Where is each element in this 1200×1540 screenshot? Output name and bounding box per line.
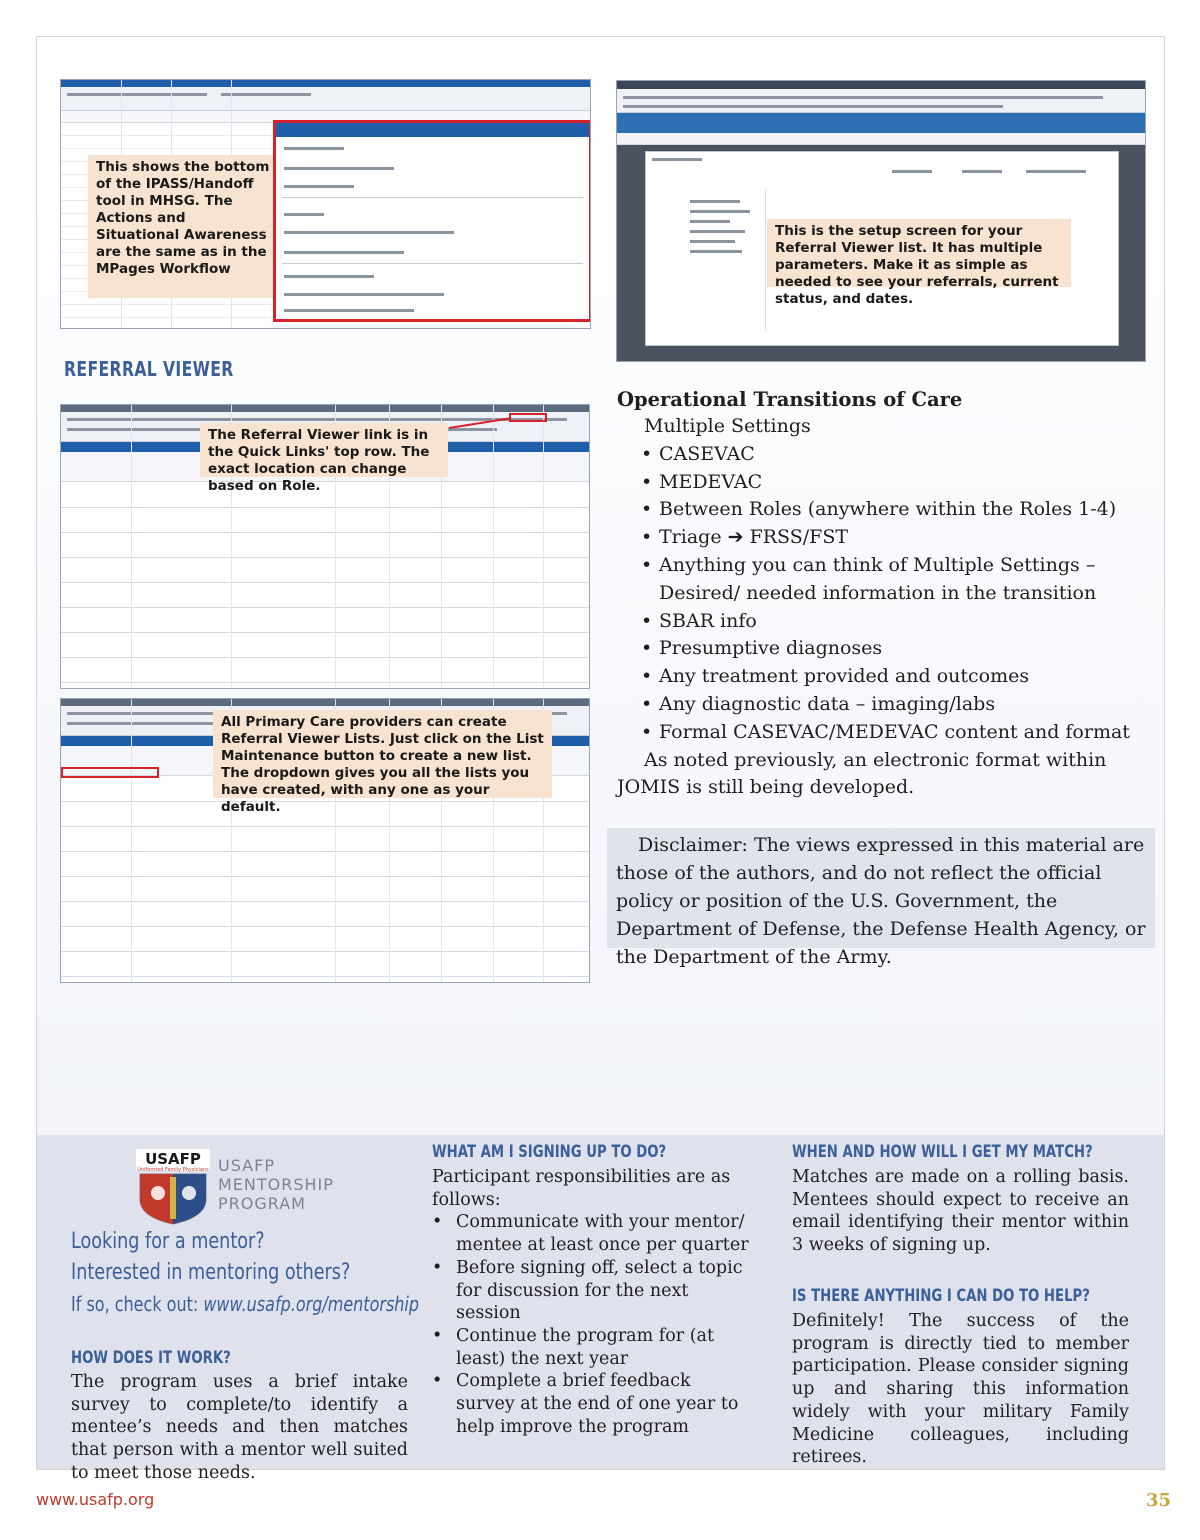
help-heading: IS THERE ANYTHING I CAN DO TO HELP? [792, 1286, 1090, 1306]
match-heading: WHEN AND HOW WILL I GET MY MATCH? [792, 1142, 1093, 1162]
handoff-screenshot [60, 79, 591, 329]
list-item: • Complete a brief feedback survey at the end of one year to help improve the program [432, 1370, 752, 1438]
signing-intro: Participant responsibilities are as follows: [432, 1167, 731, 1210]
usafp-shield-logo [134, 1147, 212, 1225]
logo-wordmark: USAFP [145, 1150, 201, 1168]
mentorship-link[interactable]: www.usafp.org/mentorship [203, 1292, 420, 1316]
program-name: USAFP MENTORSHIP PROGRAM [218, 1156, 334, 1213]
handoff-callout: This shows the bottom of the IPASS/Handoff tool in MHSG. The Actions and Situational Awareness are the same as in the MPages Workflow [88, 155, 278, 298]
help-text: Definitely! The success of the program is directly tied to member participation. Please consider signing up and sharing this information widely with your military Family Medicine colleagues, including retirees. [792, 1311, 1129, 1468]
signing-section [432, 1166, 752, 1438]
list-item: • Formal CASEVAC/MEDEVAC content and format [641, 719, 1157, 747]
setup-callout: This is the setup screen for your Referral Viewer list. It has multiple parameters. Make it as simple as needed to see your referrals, current status, and dates. [767, 219, 1071, 287]
list-item: • Any treatment provided and outcomes [641, 663, 1157, 691]
list-item: • Continue the program for (at least) the next year [432, 1325, 752, 1370]
list-item: • MEDEVAC [641, 469, 1157, 497]
quick-link-highlight [509, 413, 547, 422]
list-maintenance-screenshot [60, 698, 590, 983]
setup-screenshot [616, 80, 1146, 362]
list-item: • Between Roles (anywhere within the Roles 1-4) [641, 496, 1157, 524]
referral-viewer-heading: REFERRAL VIEWER [64, 357, 234, 381]
otc-title: Operational Transitions of Care [617, 388, 963, 411]
list-item: • Presumptive diagnoses [641, 635, 1157, 663]
how-text: The program uses a brief intake survey to complete/to identify a mentee’s needs and then matches that person with a mentor well suited to meet those needs. [71, 1372, 408, 1483]
referral-link-callout: The Referral Viewer link is in the Quick Links' top row. The exact location can change based on Role. [200, 423, 448, 477]
list-item: • Any diagnostic data – imaging/labs [641, 691, 1157, 719]
how-heading: HOW DOES IT WORK? [71, 1348, 231, 1368]
list-dropdown-highlight [61, 767, 159, 778]
list-item: • Anything you can think of Multiple Settings – Desired/ needed information in the transition [641, 552, 1157, 608]
disclaimer: Disclaimer: The views expressed in this material are those of the authors, and do not reflect the official policy or position of the U.S. Government, the Department of Defense, the Defense Health Agency, or the Department of the Army. [607, 828, 1155, 948]
otc-note: As noted previously, an electronic format within JOMIS is still being developed. [617, 748, 1107, 799]
footer-url[interactable]: www.usafp.org [36, 1490, 155, 1509]
otc-list [617, 441, 1157, 747]
list-item: • CASEVAC [641, 441, 1157, 469]
signing-heading: WHAT AM I SIGNING UP TO DO? [432, 1142, 667, 1162]
list-item: • Before signing off, select a topic for discussion for the next session [432, 1257, 752, 1325]
match-text: Matches are made on a rolling basis. Mentees should expect to receive an email identifying their mentor within 3 weeks of signing up. [792, 1167, 1129, 1256]
list-item: • Communicate with your mentor/ mentee at least once per quarter [432, 1211, 752, 1256]
logo-subtext: Uniformed Family Physicians [137, 1167, 209, 1173]
list-maintenance-callout: All Primary Care providers can create Referral Viewer Lists. Just click on the List Maintenance button to create a new list. The dropdown gives you all the lists you have created, with any one as your default. [213, 710, 552, 798]
page-number: 35 [1146, 1490, 1172, 1511]
handoff-highlight-panel [273, 120, 591, 322]
signing-list [432, 1211, 752, 1438]
list-item: • Triage ➔ FRSS/FST [641, 524, 1157, 552]
check-out-line: If so, check out: www.usafp.org/mentorship [71, 1292, 420, 1316]
otc-subtitle: Multiple Settings [644, 415, 811, 437]
operational-transitions-section [617, 386, 1157, 802]
referral-link-screenshot [60, 404, 590, 689]
looking-for-mentor: Looking for a mentor? Interested in mentoring others? [71, 1229, 351, 1285]
list-item: • SBAR info [641, 608, 1157, 636]
